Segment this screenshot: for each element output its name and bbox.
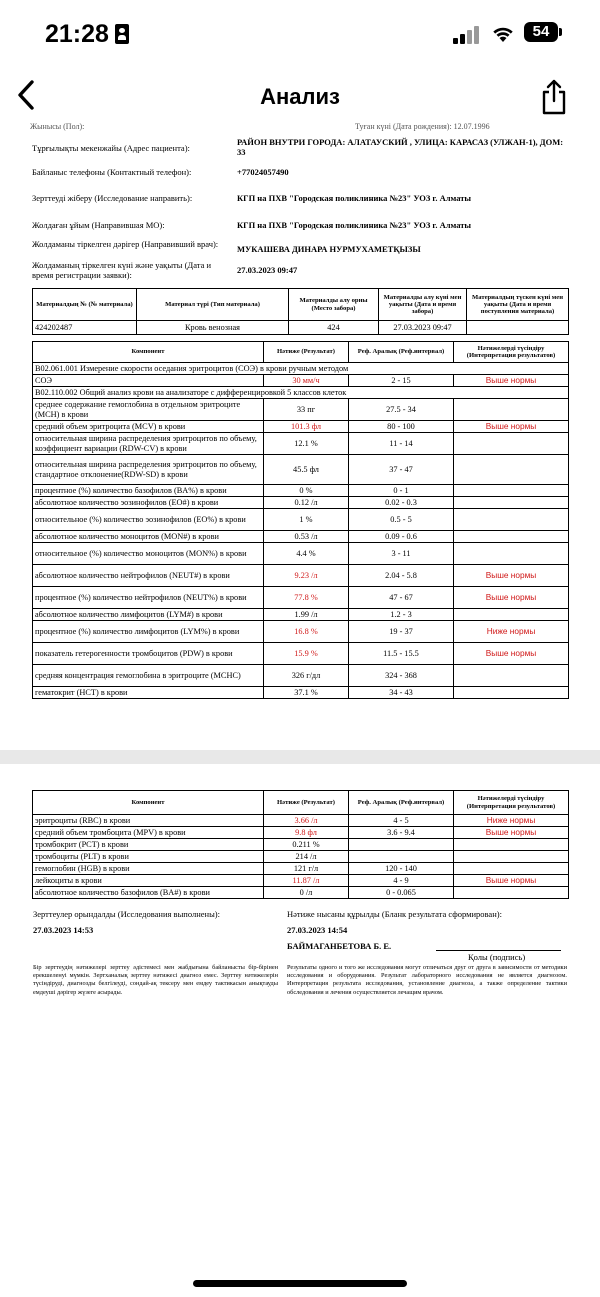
reference-range xyxy=(349,851,454,863)
info-value: МУКАШЕВА ДИНАРА НУРМУХАМЕТҚЫЗЫ xyxy=(237,244,421,254)
section-title: B02.110.002 Общий анализ крови на анализаторе с дифференцировкой 5 классов клеток xyxy=(33,387,569,399)
info-label: Жолдаманың тіркелген күні және уақыты (Дата и время регистрации заявки): xyxy=(32,260,212,280)
reference-range: 0.5 - 5 xyxy=(349,509,454,531)
interpretation xyxy=(454,851,569,863)
formed-date: 27.03.2023 14:54 xyxy=(287,925,348,935)
reference-range xyxy=(349,839,454,851)
info-label: Жолдаманы тіркелген дәрігер (Направивший врач): xyxy=(32,239,219,249)
result-value: 0 /л xyxy=(264,887,349,899)
result-row xyxy=(33,509,569,531)
component-name: лейкоциты в крови xyxy=(33,875,264,887)
reference-range: 11 - 14 xyxy=(349,433,454,455)
material-date: 27.03.2023 09:47 xyxy=(379,321,467,335)
component-name: гемоглобин (HGB) в крови xyxy=(33,863,264,875)
interpretation: Выше нормы xyxy=(454,565,569,587)
result-row xyxy=(33,543,569,565)
home-indicator xyxy=(193,1280,407,1287)
interpretation: Выше нормы xyxy=(454,827,569,839)
component-name: процентное (%) количество базофилов (BA%) в крови xyxy=(33,485,264,497)
info-label: Зерттеуді жіберу (Исследование направить): xyxy=(32,193,193,203)
result-value: 37.1 % xyxy=(264,687,349,699)
reference-range: 3.6 - 9.4 xyxy=(349,827,454,839)
reference-range: 0.09 - 0.6 xyxy=(349,531,454,543)
result-row xyxy=(33,621,569,643)
result-row xyxy=(33,433,569,455)
doctor-name: БАЙМАГАНБЕТОВА Б. Е. xyxy=(287,941,392,951)
result-value: 0.211 % xyxy=(264,839,349,851)
component-name: процентное (%) количество нейтрофилов (NEUT%) в крови xyxy=(33,587,264,609)
interpretation: Выше нормы xyxy=(454,875,569,887)
component-name: среднее содержание гемоглобина в отдельном эритроците (МСН) в крови xyxy=(33,399,264,421)
result-row xyxy=(33,565,569,587)
result-value: 0.12 /л xyxy=(264,497,349,509)
info-label: Жолдаған ұйым (Направившая МО): xyxy=(32,220,165,230)
result-row xyxy=(33,455,569,485)
performed-label: Зерттеулер орындалды (Исследования выполнены): xyxy=(33,909,220,919)
reference-range: 0 - 0.065 xyxy=(349,887,454,899)
info-value: 27.03.2023 09:47 xyxy=(237,265,298,275)
interpretation xyxy=(454,433,569,455)
interpretation: Выше нормы xyxy=(454,375,569,387)
result-value: 4.4 % xyxy=(264,543,349,565)
interpretation xyxy=(454,485,569,497)
component-name: абсолютное количество лимфоцитов (LYM#) в крови xyxy=(33,609,264,621)
component-name: средний объем тромбоцита (MPV) в крови xyxy=(33,827,264,839)
interpretation xyxy=(454,455,569,485)
result-value: 30 мм/ч xyxy=(264,375,349,387)
reference-range: 4 - 9 xyxy=(349,875,454,887)
info-value: КГП на ПХВ "Городская поликлиника №23" УОЗ г. Алматы xyxy=(237,220,472,230)
formed-label: Нәтиже нысаны құрылды (Бланк результата сформирован): xyxy=(287,909,502,919)
page-title: Анализ xyxy=(260,84,340,109)
result-row xyxy=(33,815,569,827)
material-type: Кровь венозная xyxy=(137,321,289,335)
component-name: абсолютное количество нейтрофилов (NEUT#) в крови xyxy=(33,565,264,587)
result-value: 0 % xyxy=(264,485,349,497)
material-header: Материалдың № (№ материала) xyxy=(33,289,137,321)
disclaimer-ru: Результаты одного и того же исследования могут отличаться друг от друга в зависимости от методики исследования и оборудования. Результат лабораторного исследования не является диагнозом. Интерпретация результата исследования, установление диагноза, а также определение тактики обследования и лечения осуществляется лечащим врачом. xyxy=(287,964,567,996)
material-received xyxy=(467,321,569,335)
interpretation xyxy=(454,687,569,699)
reference-range: 80 - 100 xyxy=(349,421,454,433)
document-page-1 xyxy=(0,122,600,750)
result-row xyxy=(33,887,569,899)
component-name: средняя концентрация гемоглобина в эритроците (MCHC) xyxy=(33,665,264,687)
interpretation xyxy=(454,665,569,687)
results-header: Компонент xyxy=(33,791,264,815)
result-row xyxy=(33,587,569,609)
share-icon[interactable] xyxy=(538,78,570,116)
component-name: абсолютное количество эозинофилов (EO#) в крови xyxy=(33,497,264,509)
result-row xyxy=(33,609,569,621)
interpretation xyxy=(454,509,569,531)
results-header: Нәтиже (Результат) xyxy=(264,342,349,363)
result-row xyxy=(33,421,569,433)
nav-bar xyxy=(0,66,600,128)
reference-range: 37 - 47 xyxy=(349,455,454,485)
results-header: Компонент xyxy=(33,342,264,363)
result-row xyxy=(33,839,569,851)
reference-range: 34 - 43 xyxy=(349,687,454,699)
result-row xyxy=(33,863,569,875)
results-header: Нәтиже (Результат) xyxy=(264,791,349,815)
result-row xyxy=(33,665,569,687)
result-value: 11.87 /л xyxy=(264,875,349,887)
interpretation xyxy=(454,531,569,543)
result-value: 1.99 /л xyxy=(264,609,349,621)
results-header: Реф. Аралық (Реф.интервал) xyxy=(349,791,454,815)
battery-icon: 54 xyxy=(524,22,558,42)
result-row xyxy=(33,827,569,839)
result-value: 101.3 фл xyxy=(264,421,349,433)
material-table xyxy=(32,288,569,335)
results-header: Нәтижелерді түсіндіру (Интерпретация результатов) xyxy=(454,791,569,815)
interpretation: Выше нормы xyxy=(454,643,569,665)
result-value: 77.8 % xyxy=(264,587,349,609)
result-row xyxy=(33,375,569,387)
result-row xyxy=(33,687,569,699)
results-table-page-1 xyxy=(32,341,569,699)
material-number: 424202487 xyxy=(33,321,137,335)
info-value: РАЙОН ВНУТРИ ГОРОДА: АЛАТАУСКИЙ , УЛИЦА: КАРАСАЗ (УЛЖАН-1), ДОМ: 33 xyxy=(237,137,564,157)
interpretation: Ниже нормы xyxy=(454,815,569,827)
component-name: относительная ширина распределения эритроцитов по объему, стандартное отклонение(RDW-SD) в крови xyxy=(33,455,264,485)
reference-range: 4 - 5 xyxy=(349,815,454,827)
reference-range: 11.5 - 15.5 xyxy=(349,643,454,665)
result-value: 214 /л xyxy=(264,851,349,863)
interpretation: Выше нормы xyxy=(454,421,569,433)
result-row xyxy=(33,485,569,497)
interpretation xyxy=(454,839,569,851)
result-value: 45.5 фл xyxy=(264,455,349,485)
result-value: 9.23 /л xyxy=(264,565,349,587)
reference-range: 324 - 368 xyxy=(349,665,454,687)
info-value: КГП на ПХВ "Городская поликлиника №23" УОЗ г. Алматы xyxy=(237,193,472,203)
result-value: 121 г/л xyxy=(264,863,349,875)
status-time: 21:28 xyxy=(45,20,109,48)
signature-line xyxy=(436,950,561,951)
reference-range: 19 - 37 xyxy=(349,621,454,643)
results-header: Нәтижелерді түсіндіру (Интерпретация результатов) xyxy=(454,342,569,363)
material-place: 424 xyxy=(289,321,379,335)
status-bar xyxy=(0,0,600,66)
material-header: Материал түрі (Тип материала) xyxy=(137,289,289,321)
id-card-icon xyxy=(115,24,129,44)
material-header: Материалды алу күні мен уақыты (Дата и время забора) xyxy=(379,289,467,321)
reference-range: 2 - 15 xyxy=(349,375,454,387)
component-name: относительное (%) количество эозинофилов (EO%) в крови xyxy=(33,509,264,531)
result-value: 1 % xyxy=(264,509,349,531)
interpretation: Ниже нормы xyxy=(454,621,569,643)
reference-range: 2.04 - 5.8 xyxy=(349,565,454,587)
interpretation: Выше нормы xyxy=(454,587,569,609)
section-row xyxy=(33,363,569,375)
interpretation xyxy=(454,609,569,621)
result-value: 3.66 /л xyxy=(264,815,349,827)
component-name: эритроциты (RBC) в крови xyxy=(33,815,264,827)
component-name: процентное (%) количество лимфоцитов (LYM%) в крови xyxy=(33,621,264,643)
interpretation xyxy=(454,399,569,421)
performed-date: 27.03.2023 14:53 xyxy=(33,925,94,935)
info-label: Тұрғылықты мекенжайы (Адрес пациента): xyxy=(32,143,190,153)
document-page-2 xyxy=(0,764,600,1297)
result-value: 33 пг xyxy=(264,399,349,421)
result-value: 12.1 % xyxy=(264,433,349,455)
battery-tip xyxy=(559,28,562,36)
interpretation xyxy=(454,863,569,875)
info-value: +77024057490 xyxy=(237,167,289,177)
disclaimer-kz: Бір зерттеудің нәтижелері зерттеу әдістемесі мен жабдығына байланысты бір-бірінен ерекшеленуі мүмкін. Зертханалық зерттеу нәтижесі диагноз емес. Зерттеу нәтижелерін түсіндіруді, диагнозды белгілеуді, сондай-ақ тексеру мен емдеу тактикасын анықтауды емдеуші дәрігер жүзеге асырады. xyxy=(33,964,278,996)
result-row xyxy=(33,875,569,887)
section-row xyxy=(33,387,569,399)
component-name: абсолютное количество моноцитов (MON#) в крови xyxy=(33,531,264,543)
interpretation xyxy=(454,497,569,509)
result-row xyxy=(33,497,569,509)
material-header: Материалды алу орны (Место забора) xyxy=(289,289,379,321)
page-separator xyxy=(0,750,600,764)
component-name: СОЭ xyxy=(33,375,264,387)
reference-range: 3 - 11 xyxy=(349,543,454,565)
component-name: абсолютное количество базофилов (BA#) в крови xyxy=(33,887,264,899)
result-row xyxy=(33,531,569,543)
interpretation xyxy=(454,887,569,899)
component-name: тромбокрит (PCT) в крови xyxy=(33,839,264,851)
result-value: 9.8 фл xyxy=(264,827,349,839)
reference-range: 120 - 140 xyxy=(349,863,454,875)
reference-range: 1.2 - 3 xyxy=(349,609,454,621)
cut-text-left: Жынысы (Пол): xyxy=(30,122,85,131)
section-title: B02.061.001 Измерение скорости оседания эритроцитов (СОЭ) в крови ручным методом xyxy=(33,363,569,375)
results-table-page-2 xyxy=(32,790,569,899)
reference-range: 0 - 1 xyxy=(349,485,454,497)
result-value: 15.9 % xyxy=(264,643,349,665)
component-name: относительная ширина распределения эритроцитов по объему, коэффициент вариации (RDW-CV) в крови xyxy=(33,433,264,455)
info-label: Байланыс телефоны (Контактный телефон): xyxy=(32,167,192,177)
cellular-signal-icon xyxy=(453,26,481,44)
reference-range: 47 - 67 xyxy=(349,587,454,609)
results-header: Реф. Аралық (Реф.интервал) xyxy=(349,342,454,363)
result-row xyxy=(33,399,569,421)
result-row xyxy=(33,851,569,863)
cut-text-right: Туған күні (Дата рождения): 12.07.1996 xyxy=(355,122,490,131)
component-name: показатель гетерогенности тромбоцитов (PDW) в крови xyxy=(33,643,264,665)
result-value: 16.8 % xyxy=(264,621,349,643)
component-name: средний объем эритроцита (MCV) в крови xyxy=(33,421,264,433)
result-row xyxy=(33,643,569,665)
result-value: 326 г/дл xyxy=(264,665,349,687)
component-name: гематокрит (HCT) в крови xyxy=(33,687,264,699)
signature-label: Қолы (подпись) xyxy=(468,952,526,962)
result-value: 0.53 /л xyxy=(264,531,349,543)
wifi-icon xyxy=(491,23,515,43)
interpretation xyxy=(454,543,569,565)
reference-range: 27.5 - 34 xyxy=(349,399,454,421)
component-name: тромбоциты (PLT) в крови xyxy=(33,851,264,863)
reference-range: 0.02 - 0.3 xyxy=(349,497,454,509)
component-name: относительное (%) количество моноцитов (MON%) в крови xyxy=(33,543,264,565)
material-header: Материалдың түскен күні мен уақыты (Дата и время поступления материала) xyxy=(467,289,569,321)
